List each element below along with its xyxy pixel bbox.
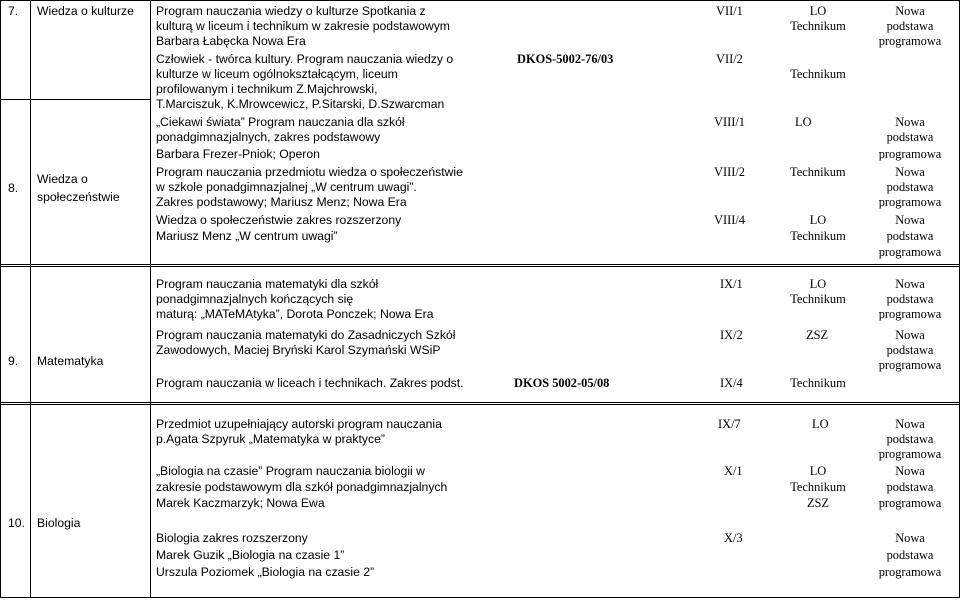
school-type: Technikum — [790, 67, 846, 81]
class-code: IX/7 — [718, 417, 741, 431]
program-line: Zakres podstawowy; Mariusz Menz; Nowa Era — [156, 195, 407, 209]
program-line: Mariusz Menz „W centrum uwagi” — [156, 229, 338, 243]
publisher-line: podstawa — [886, 343, 934, 357]
program-line: Program nauczania wiedzy o kulturze Spotkania z — [156, 4, 426, 18]
publisher-line: podstawa — [886, 130, 934, 144]
subject-cell: społeczeństwie — [37, 190, 120, 204]
class-code: IX/4 — [720, 376, 743, 390]
school-type: ZSZ — [806, 496, 830, 510]
school-type: ZSZ — [806, 328, 829, 342]
program-line: Program nauczania matematyki do Zasadniczych Szkół — [156, 328, 456, 342]
publisher-line: Nowa — [895, 115, 925, 129]
school-type: Technikum — [790, 376, 846, 390]
class-code: X/3 — [724, 531, 743, 545]
publisher-line: programowa — [878, 147, 942, 161]
publisher-line: programowa — [878, 358, 942, 372]
publisher-line: Nowa — [895, 213, 925, 227]
col-line — [30, 0, 31, 598]
class-code: VII/1 — [716, 4, 743, 18]
program-line: Człowiek - twórca kultury. Program nauczania wiedzy o — [156, 52, 454, 66]
class-code: IX/1 — [720, 277, 743, 291]
row-number: 7. — [8, 4, 19, 18]
publisher-line: podstawa — [886, 19, 934, 33]
school-type: LO — [809, 213, 827, 227]
publisher-line: Nowa — [895, 4, 925, 18]
program-line: Urszula Poziomek „Biologia na czasie 2” — [156, 565, 375, 579]
school-type: LO — [809, 4, 827, 18]
publisher-line: Nowa — [895, 328, 925, 342]
program-line: profilowanym i technikum Z.Majchrowski, — [156, 82, 378, 96]
program-line: Przedmiot uzupełniający autorski program nauczania — [156, 417, 442, 431]
program-line: kulturą w liceum i technikum w zakresie podstawowym — [156, 19, 450, 33]
subject-cell: Wiedza o — [37, 172, 88, 186]
school-type: Technikum — [790, 480, 846, 494]
col-line — [0, 0, 1, 598]
class-code: VIII/2 — [714, 165, 745, 179]
school-type: Technikum — [790, 292, 846, 306]
row-divider — [0, 264, 960, 265]
table-border-top — [0, 0, 960, 1]
program-line: Biologia zakres rozszerzony — [156, 531, 308, 545]
class-code: IX/2 — [720, 328, 743, 342]
table-border-bottom — [0, 597, 960, 598]
school-type: LO — [812, 417, 829, 431]
row-number: 9. — [8, 354, 19, 368]
publisher-line: programowa — [878, 496, 942, 510]
class-code: VIII/4 — [714, 213, 745, 227]
publisher-line: Nowa — [895, 531, 925, 545]
program-line: ponadgimnazjalnych, zakres podstawowy — [156, 130, 381, 144]
school-type: LO — [795, 115, 812, 129]
publisher-line: programowa — [878, 307, 942, 321]
publisher-line: Nowa — [895, 277, 925, 291]
subject-divider — [30, 99, 150, 100]
program-line: p.Agata Szpyruk „Matematyka w praktyce” — [156, 432, 385, 446]
program-line: ponadgimnazjalnych kończących się — [156, 292, 354, 306]
program-line: Barbara Frezer-Pniok; Operon — [156, 147, 320, 161]
num-divider — [0, 99, 30, 100]
program-line: Program nauczania przedmiotu wiedza o społeczeństwie — [156, 165, 463, 179]
publisher-line: podstawa — [886, 292, 934, 306]
program-line: w szkole ponadgimnazjalnej „W centrum uwagi”. — [156, 180, 417, 194]
program-line: maturą: „MATeMAtyka”, Dorota Ponczek; Nowa Era — [156, 307, 434, 321]
program-number: DKOS 5002-05/08 — [514, 376, 610, 390]
program-line: Marek Guzik „Biologia na czasie 1” — [156, 548, 345, 562]
publisher-line: programowa — [878, 565, 942, 579]
publisher-line: programowa — [878, 34, 942, 48]
publisher-line: programowa — [878, 447, 942, 461]
program-line: „Biologia na czasie” Program nauczania biologii w — [156, 464, 425, 478]
program-line: Barbara Łabęcka Nowa Era — [156, 34, 306, 48]
program-line: „Ciekawi świata” Program nauczania dla szkół — [156, 115, 405, 129]
program-line: Program nauczania w liceach i technikach. Zakres podst. — [156, 376, 464, 390]
school-type: Technikum — [790, 229, 846, 243]
program-line: T.Marciszuk, K.Mrowcewicz, P.Sitarski, D.Szwarcman — [156, 97, 445, 111]
class-code: VII/2 — [716, 52, 743, 66]
row-divider — [0, 402, 960, 403]
publisher-line: Nowa — [895, 417, 925, 431]
publisher-line: podstawa — [886, 432, 934, 446]
school-type: LO — [809, 464, 827, 478]
program-line: zakresie podstawowym dla szkół ponadgimnazjalnych — [156, 480, 448, 494]
program-line: Zawodowych, Maciej Bryński Karol Szymański WSiP — [156, 343, 441, 357]
row-number: 8. — [8, 181, 19, 195]
row-number: 10. — [8, 516, 25, 530]
publisher-line: podstawa — [886, 480, 934, 494]
subject-cell: Matematyka — [37, 354, 104, 368]
program-line: Wiedza o społeczeństwie zakres rozszerzony — [156, 213, 402, 227]
program-number: DKOS-5002-76/03 — [517, 52, 614, 66]
col-line — [150, 0, 151, 598]
publisher-line: podstawa — [886, 548, 934, 562]
school-type: Technikum — [790, 165, 846, 179]
row-divider — [0, 404, 960, 405]
publisher-line: programowa — [878, 195, 942, 209]
program-line: Marek Kaczmarzyk; Nowa Ewa — [156, 496, 325, 510]
publisher-line: Nowa — [895, 464, 925, 478]
publisher-line: Nowa — [895, 165, 925, 179]
subject-cell: Wiedza o kulturze — [37, 4, 134, 18]
publisher-line: programowa — [878, 245, 942, 259]
class-code: X/1 — [724, 464, 743, 478]
program-line: kulturze w liceum ogólnokształcącym, liceum — [156, 67, 398, 81]
class-code: VIII/1 — [714, 115, 745, 129]
school-type: Technikum — [790, 19, 846, 33]
program-line: Program nauczania matematyki dla szkół — [156, 277, 379, 291]
publisher-line: podstawa — [886, 180, 934, 194]
publisher-line: podstawa — [886, 229, 934, 243]
school-type: LO — [809, 277, 827, 291]
subject-cell: Biologia — [37, 516, 81, 530]
row-divider — [0, 266, 960, 267]
